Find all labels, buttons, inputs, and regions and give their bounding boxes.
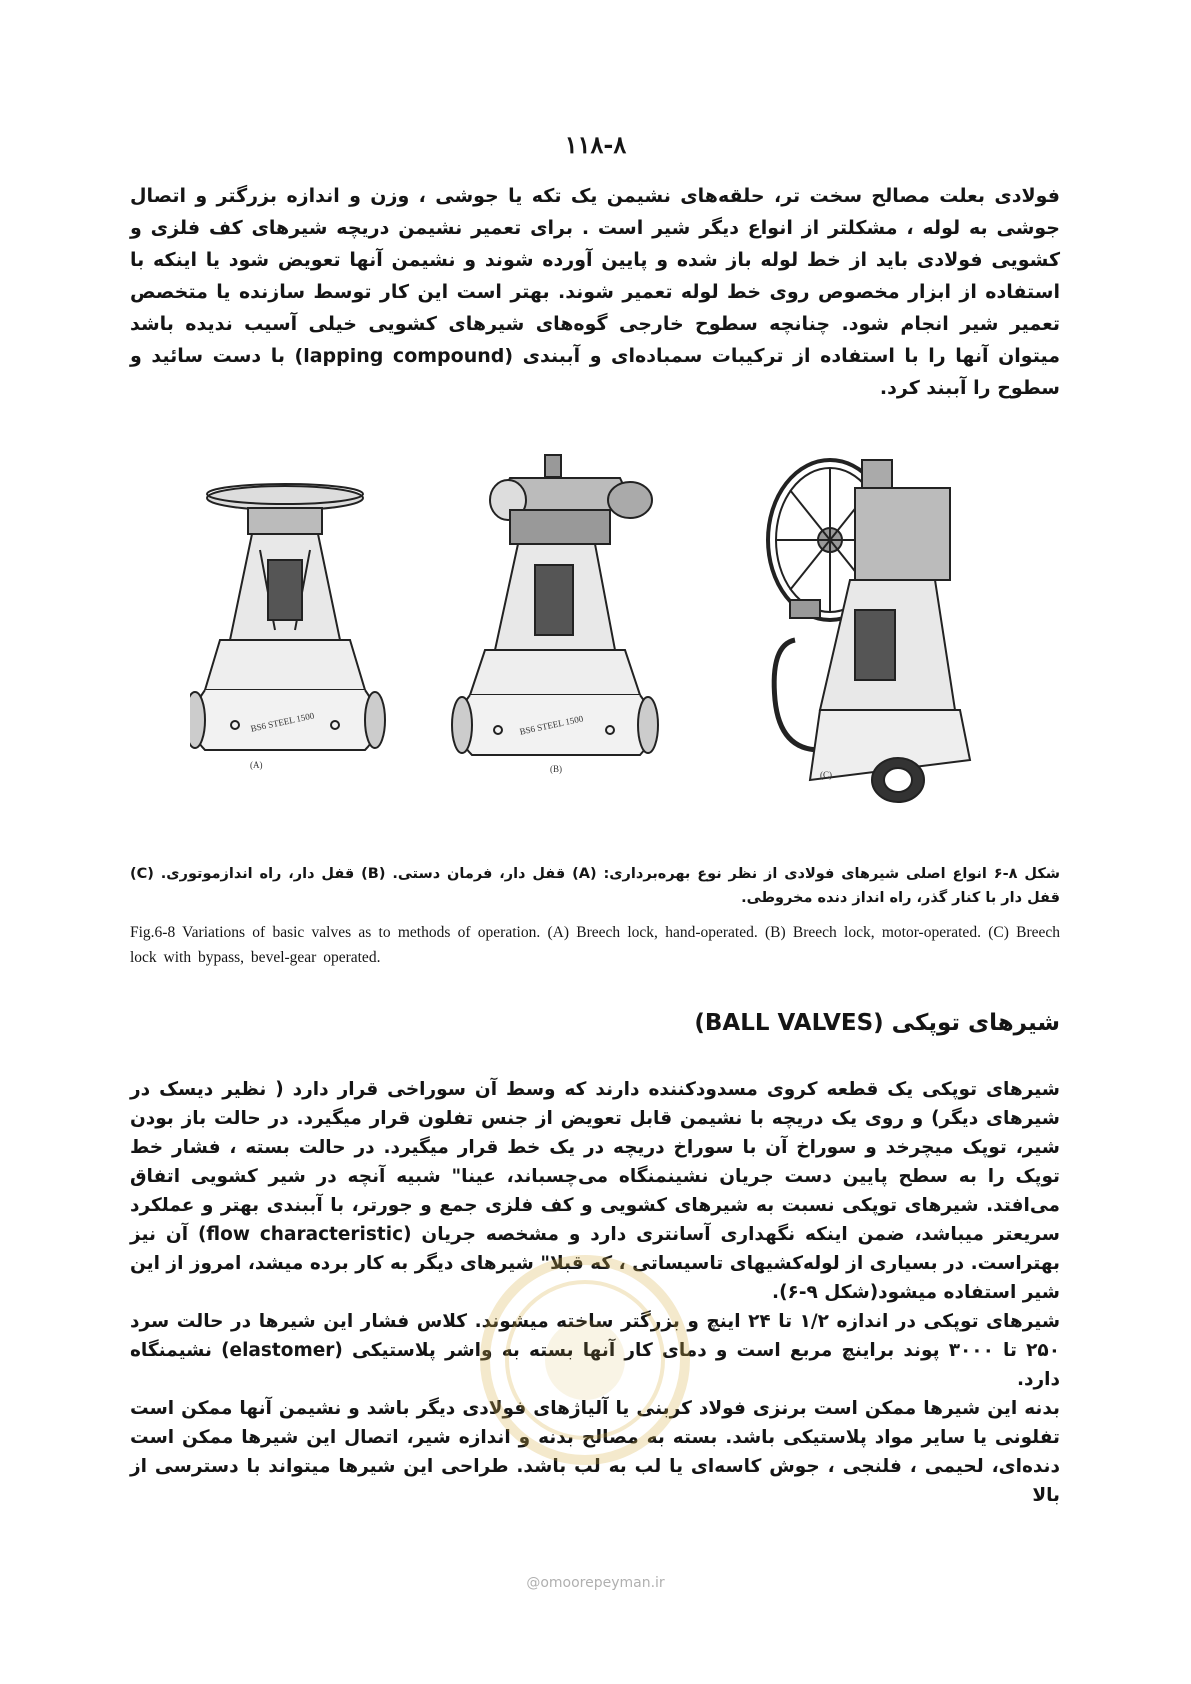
- valve-a-illustration: [190, 484, 385, 750]
- valve-figure: [190, 450, 1000, 830]
- intro-text: فولادی بعلت مصالح سخت تر، حلقه‌های نشیمن یک تکه یا جوشی ، وزن و اندازه بزرگتر و اتصال جوشی به لوله ، مشکلتر از انواع دیگر شیر است . برای تعمیر نشیمن دریچه شیرهای کف فلزی و کشویی فولادی باید از خط لوله باز شده و پایین آورده شوند و نشیمن آنها تعویض شود یا اینکه با استفاده از ابزار مخصوص روی خط لوله تعمیر شوند. بهتر است این کار توسط سازنده یا متخصص تعمیر شیر انجام شود. چنانچه سطوح خارجی گوه‌های شیرهای کشویی خیلی آسیب ندیده باشد میتوان آنها را با استفاده از ترکیبات سمباده‌ای و آببندی (lapping compound) با دست سائید و سطوح را آببند کرد.: [130, 185, 1060, 399]
- label-c: (C): [820, 770, 832, 780]
- page-number: ۱۱۸-۸: [564, 130, 627, 159]
- body-text: [130, 1075, 1060, 1510]
- valve-b-illustration: [452, 455, 658, 755]
- body-paragraph-3: بدنه این شیرها ممکن است برنزی فولاد کربنی یا آلیاژهای فولادی دیگر باشد و نشیمن آنها ممکن است تفلونی یا سایر مواد پلاستیکی باشد. بسته به مصالح بدنه و اندازه شیر، اتصال این شیرها ممکن است دنده‌ای، لحیمی ، فلنجی ، جوش کاسه‌ای یا لب به لب باشد. طراحی این شیرها میتواند با دسترسی از بالا: [130, 1398, 1060, 1506]
- section-heading: شیرهای توپکی (BALL VALVES): [694, 1010, 1060, 1036]
- figure-caption-english: Fig.6-8 Variations of basic valves as to methods of operation. (A) Breech lock, hand-operated. (B) Breech lock, motor-operated. (C) Breech lock with bypass, bevel-gear operated.: [130, 924, 1060, 966]
- watermark-url: @omoorepeyman.ir: [526, 1575, 665, 1591]
- body-paragraph-1: شیرهای توپکی یک قطعه کروی مسدودکننده دارند که وسط آن سوراخی قرار دارد ( نظیر دیسک در شیرهای دیگر) و روی یک دریچه با نشیمن قابل تعویض از جنس تفلون قرار میگیرد. در حالت باز بودن شیر، توپک میچرخد و سوراخ آن با سوراخ دریچه در یک خط قرار میگیرد. در حالت بسته ، فشار خط توپک را به سطح پایین دست جریان نشینمنگاه می‌چسباند، عینا" شبیه آنچه در شیر کشویی اتفاق می‌افتد. شیرهای توپکی نسبت به شیرهای کشویی و کف فلزی جمع و جورتر، با آببندی بهتر و عملکرد سریعتر میباشد، ضمن اینکه نگهداری آسانتری دارد و مشخصه جریان (flow characteristic) آن نیز بهتراست. در بسیاری از لوله‌کشیهای تاسیساتی ، که قبلا" شیرهای دیگر به کار برده میشد، امروز از این شیر استفاده میشود(شکل ۹-۶).: [130, 1079, 1060, 1303]
- stamp-b: BS6 STEEL 1500: [518, 713, 585, 737]
- body-paragraph-2: شیرهای توپکی در اندازه ۱/۲ تا ۲۴ اینچ و بزرگتر ساخته میشوند. کلاس فشار این شیرها در حالت سرد ۲۵۰ تا ۳۰۰۰ پوند براینچ مربع است و دمای کار آنها بسته به واشر پلاستیکی (elastomer) نشیمنگاه دارد.: [130, 1311, 1061, 1390]
- valve-c-illustration: [768, 460, 970, 802]
- figure-caption-persian: شکل ۸-۶ انواع اصلی شیرهای فولادی از نظر نوع بهره‌برداری: (A) قفل دار، فرمان دستی. (B) قفل دار، راه اندازموتوری. (C) قفل دار با کنار گذر، راه انداز دنده مخروطی.: [130, 866, 1061, 906]
- stamp-a: BS6 STEEL 1500: [249, 710, 316, 734]
- valve-illustrations: [190, 450, 1000, 830]
- label-b: (B): [550, 764, 562, 774]
- intro-paragraph: [130, 180, 1060, 404]
- label-a: (A): [250, 760, 263, 770]
